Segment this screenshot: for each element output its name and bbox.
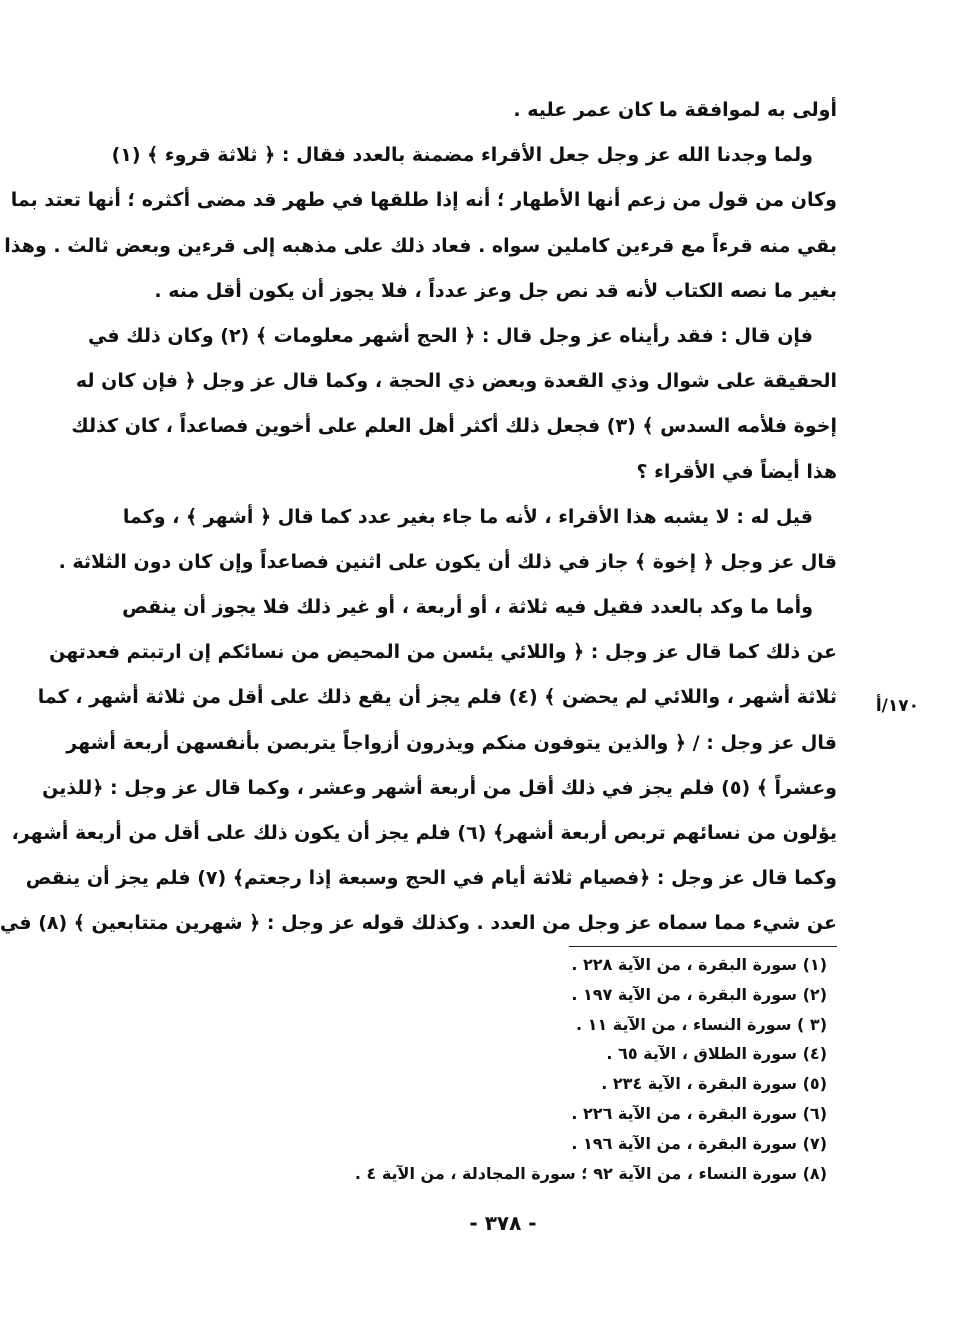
text-line: وكما قال عز وجل : ﴿فصيام ثلاثة أيام في الحج وسبعة إذا رجعتم﴾ (٧) فلم يجز أن ينقص — [25, 867, 837, 890]
text-line: وأما ما وكد بالعدد فقيل فيه ثلاثة ، أو أربعة ، أو غير ذلك فلا يجوز أن ينقص — [122, 596, 813, 619]
text-line: إخوة فلأمه السدس ﴾ (٣) فجعل ذلك أكثر أهل العلم على أخوين فصاعداً ، كان كذلك — [71, 415, 837, 438]
text-line: فإن قال : فقد رأيناه عز وجل قال : ﴿ الحج أشهر معلومات ﴾ (٢) وكان ذلك في — [87, 324, 813, 347]
manuscript-folio-marker: ١٧٠/أ — [875, 696, 919, 716]
text-line: بقي منه قرءاً مع قرءين كاملين سواه . فعاد ذلك على مذهبه إلى قرءين وبعض ثالث . وهذا — [4, 234, 837, 257]
text-line: بغير ما نصه الكتاب لأنه قد نص جل وعز عدداً ، فلا يجوز أن يكون أقل منه . — [154, 279, 837, 302]
main-text — [0, 88, 837, 947]
text-line: يؤلون من نسائهم تربص أربعة أشهر﴾ (٦) فلم يجز أن يكون ذلك على أقل من أربعة أشهر، — [11, 822, 837, 844]
text-line: عن ذلك كما قال عز وجل : ﴿ واللائي يئسن من المحيض من نسائكم إن ارتبتم فعدتهن — [49, 641, 837, 664]
footnote-divider — [569, 946, 837, 947]
footnote-item: (٦) سورة البقرة ، من الآية ٢٢٦ . — [571, 1103, 827, 1123]
text-line: عن شيء مما سماه عز وجل من العدد . وكذلك قوله عز وجل : ﴿ شهرين متتابعين ﴾ (٨) في — [0, 912, 837, 935]
footnotes — [165, 950, 837, 1188]
page-number: - ٣٧٨ - — [469, 1211, 537, 1235]
text-line: وكان من قول من زعم أنها الأطهار ؛ أنه إذا طلقها في طهر قد مضى أكثره ؛ أنها تعتد بما — [10, 189, 837, 212]
footnote-item: (٨) سورة النساء ، من الآية ٩٢ ؛ سورة المجادلة ، من الآية ٤ . — [354, 1163, 827, 1183]
text-line: وعشراً ﴾ (٥) فلم يجز في ذلك أقل من أربعة أشهر وعشر ، وكما قال عز وجل : ﴿للذين — [42, 776, 837, 799]
footnote-item: (٧) سورة البقرة ، من الآية ١٩٦ . — [571, 1133, 827, 1153]
text-line: ثلاثة أشهر ، واللائي لم يحضن ﴾ (٤) فلم يجز أن يقع ذلك على أقل من ثلاثة أشهر ، كما — [37, 686, 837, 709]
footnote-item: (٤) سورة الطلاق ، الآية ٦٥ . — [606, 1044, 827, 1064]
footnote-item: (٢) سورة البقرة ، من الآية ١٩٧ . — [571, 984, 827, 1004]
text-line: هذا أيضاً في الأقراء ؟ — [636, 460, 837, 483]
text-line: قال عز وجل : / ﴿ والذين يتوفون منكم ويذرون أزواجاً يتربصن بأنفسهن أربعة أشهر — [66, 731, 837, 754]
footnote-item: (٣ ) سورة النساء ، من الآية ١١ . — [576, 1014, 827, 1034]
footnote-item: (١) سورة البقرة ، من الآية ٢٢٨ . — [571, 955, 827, 974]
text-line: أولى به لموافقة ما كان عمر عليه . — [513, 99, 837, 121]
text-line: الحقيقة على شوال وذي القعدة وبعض ذي الحجة ، وكما قال عز وجل ﴿ فإن كان له — [75, 370, 837, 393]
footnote-item: (٥) سورة البقرة ، الآية ٢٣٤ . — [601, 1074, 827, 1094]
text-line: قيل له : لا يشبه هذا الأقراء ، لأنه ما جاء بغير عدد كما قال ﴿ أشهر ﴾ ، وكما — [122, 505, 813, 528]
text-line: ولما وجدنا الله عز وجل جعل الأقراء مضمنة بالعدد فقال : ﴿ ثلاثة قروء ﴾ (١) — [111, 144, 813, 167]
text-line: قال عز وجل ﴿ إخوة ﴾ جاز في ذلك أن يكون على اثنين فصاعداً وإن كان دون الثلاثة . — [58, 550, 837, 573]
